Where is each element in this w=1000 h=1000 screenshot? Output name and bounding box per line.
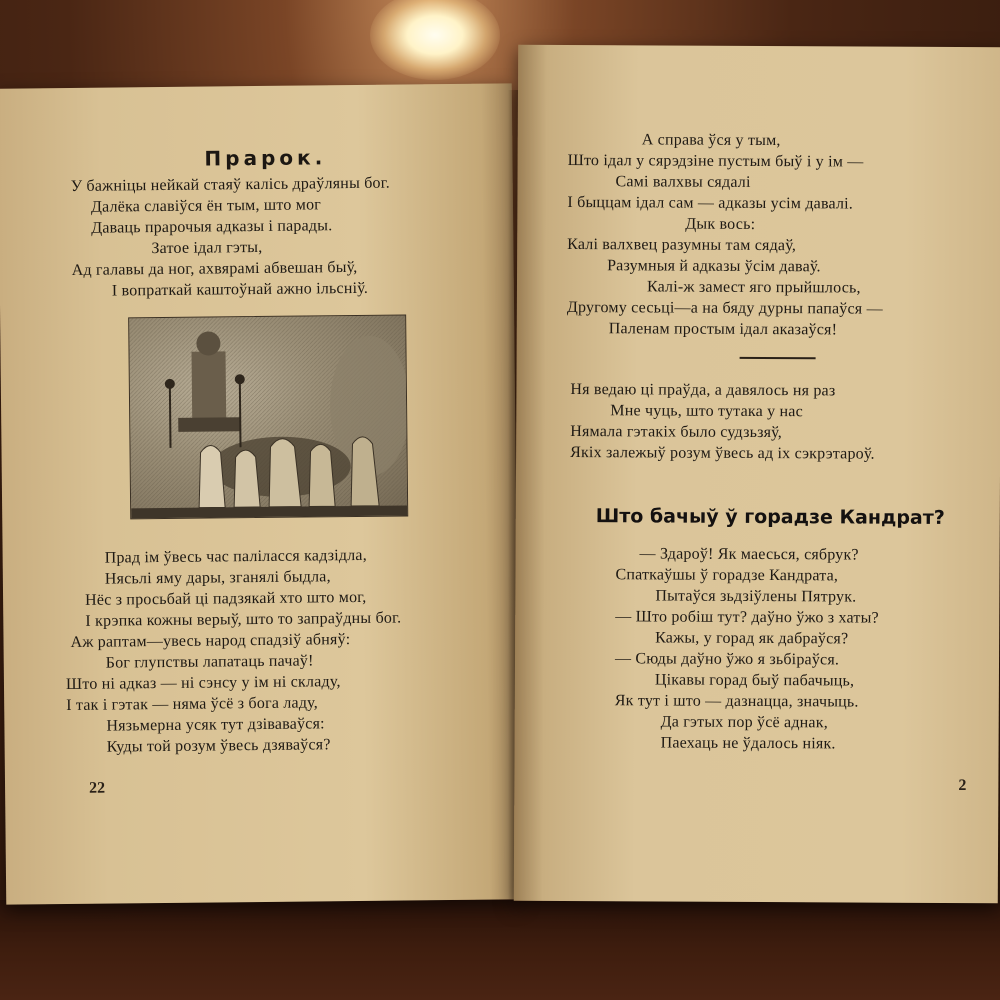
text-line: Паехаць не ўдалось ніяк.: [660, 734, 836, 753]
text-line: Даваць прарочыя адказы і парады.: [91, 217, 333, 237]
text-line: Што ні адказ — ні сэнсу у ім ні складу,: [65, 673, 341, 694]
text-line: Мне чуць, што тутака у нас: [610, 402, 803, 421]
text-line: — Здароў! Як маесься, сябрук?: [639, 545, 859, 564]
text-line: Аж раптам—увесь народ спадзіў абняў:: [70, 631, 351, 651]
table-surface: [0, 900, 1000, 1000]
text-line: — Сюды даўно ўжо я зьбіраўся.: [614, 650, 840, 669]
text-line: Далёка славіўся ён тым, што мог: [90, 196, 322, 216]
text-line: І так і гэтак — няма ўсё з бога ладу,: [66, 694, 319, 715]
text-line: — Што робіш тут? даўно ўжо з хаты?: [615, 608, 879, 627]
text-line: Другому сесьці—а на бяду дурны папаўся —: [566, 298, 883, 318]
text-line: І крэпка кожны верыў, што то запраўдны бог.: [85, 609, 402, 630]
right-page: [514, 45, 1000, 904]
text-line: Куды той розум ўвесь дзяваўся?: [106, 736, 331, 756]
text-line: Нясьлі яму дары, зганялі быдла,: [104, 568, 331, 588]
text-line: Затое ідал гэты,: [151, 238, 263, 258]
text-line: Як тут і што — дазнацца, значыць.: [614, 692, 859, 711]
right-stanza-1: [518, 45, 1000, 339]
poem-title-prarok: Прарок.: [204, 145, 327, 171]
text-line: Спаткаўшы ў горадзе Кандрата,: [615, 566, 839, 585]
text-line: Нямала гэтакіх было судзьзяў,: [570, 423, 783, 442]
text-line: Ад галавы да ног, ахвярамі абвешан быў,: [71, 258, 358, 279]
engraving-illustration: [128, 314, 408, 519]
text-line: Нёс з просьбай ці падзякай хто што мог,: [85, 588, 367, 609]
text-line: Прад ім ўвесь час паліласся кадзідла,: [104, 546, 367, 567]
text-line: А справа ўся у тым,: [641, 131, 781, 150]
poem-title-kandrat: Што бачыў ў горадзе Кандрат?: [595, 505, 945, 529]
text-line: Пытаўся зьдзіўлены Пятрук.: [655, 587, 857, 606]
page-number-left: 22: [88, 779, 106, 797]
lamp-glare: [370, 0, 500, 80]
text-line: Што ідал у сярэдзіне пустым быў і у ім —: [567, 151, 864, 171]
text-line: Дык вось:: [685, 215, 756, 233]
page-number-right: 2: [958, 777, 967, 795]
text-line: Бог глупствы лапатаць пачаў!: [105, 652, 314, 672]
left-page: [0, 83, 520, 904]
text-line: Нязьмерна усяк тут дзіваваўся:: [106, 715, 325, 735]
text-line: Цікавы горад быў пабачыць,: [654, 671, 855, 690]
text-line: Да гэтых пор ўсё аднак,: [660, 713, 828, 732]
section-divider: [740, 357, 816, 359]
worship-scene-image: [129, 315, 407, 518]
text-line: І быццам ідал сам — адказы усім давалі.: [567, 193, 854, 213]
text-line: У бажніцы нейкай стаяў калісь драўляны бог.: [70, 174, 390, 195]
text-line: Калі валхвец разумны там сядаў,: [567, 235, 797, 255]
text-line: Кажы, у горад як дабраўся?: [655, 629, 849, 648]
text-line: Паленам простым ідал аказаўся!: [608, 320, 838, 339]
text-line: Разумныя й адказы ўсім даваў.: [607, 257, 821, 276]
text-line: І вопраткай каштоўнай ажно ільсніў.: [111, 279, 369, 300]
text-line: Калі-ж замест яго прыйшлось,: [646, 278, 861, 297]
text-line: Самі валхвы сядалі: [615, 173, 751, 191]
text-line: Якіх залежыў розум ўвесь ад іх сэкрэтароў.: [570, 444, 875, 463]
text-line: Ня ведаю ці праўда, а давялось ня раз: [570, 381, 836, 400]
